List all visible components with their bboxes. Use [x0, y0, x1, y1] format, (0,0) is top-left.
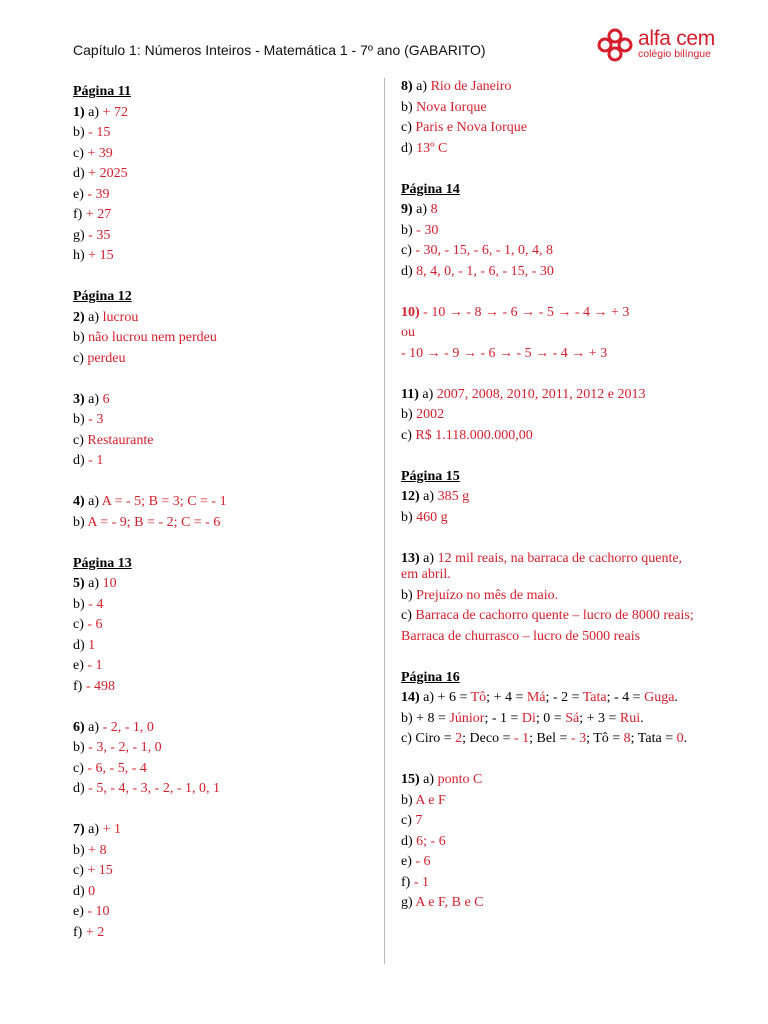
- question-9: [401, 200, 701, 221]
- answer: 13º C: [416, 140, 448, 156]
- item-label: a): [412, 79, 431, 94]
- list-item: [73, 656, 373, 677]
- page-heading: Página 12: [73, 289, 132, 304]
- answer: Di: [521, 710, 536, 726]
- item-label: b) + 8 =: [401, 710, 450, 726]
- answer: 2: [455, 731, 463, 746]
- answer: 6; - 6: [416, 833, 446, 849]
- list-item: [73, 205, 373, 226]
- answer: + 39: [87, 145, 113, 161]
- question-3: [73, 390, 373, 411]
- answer: 8, 4, 0, - 1, - 6, - 15, - 30: [416, 263, 554, 279]
- list-item: [401, 426, 701, 447]
- question-number: 6): [73, 719, 85, 735]
- list-item: [73, 226, 373, 247]
- answer: Guga: [644, 690, 675, 705]
- answer: + 15: [88, 248, 114, 263]
- question-number: 3): [73, 391, 85, 407]
- item-label: c): [73, 432, 88, 448]
- answer: Sá: [565, 710, 580, 726]
- item-label: b): [73, 330, 89, 345]
- list-item: [73, 410, 373, 431]
- item-label: b): [401, 587, 417, 603]
- logo-subtitle: colégio bilíngue: [638, 48, 711, 60]
- left-column: [73, 82, 373, 943]
- answer: A e F: [415, 792, 446, 808]
- answer: 0: [676, 731, 684, 746]
- list-item: [73, 861, 373, 882]
- list-item: [401, 405, 701, 426]
- item-label: d): [73, 166, 89, 181]
- list-item: [73, 328, 373, 349]
- page-heading: Página 14: [401, 181, 460, 197]
- list-item: [401, 98, 701, 119]
- item-label: b): [401, 99, 417, 115]
- list-item: [73, 451, 373, 472]
- answer: A e F, B e C: [415, 895, 484, 910]
- item-label: c): [73, 760, 88, 776]
- item-label: d): [73, 453, 89, 468]
- item-label: b): [73, 596, 89, 612]
- list-item: [401, 118, 701, 139]
- list-item: [73, 677, 373, 698]
- answer: - 39: [87, 186, 110, 202]
- answer: - 3: [88, 412, 104, 427]
- list-item: [73, 902, 373, 923]
- list-item: [73, 615, 373, 636]
- list-item: [73, 246, 373, 267]
- answer: + 2025: [88, 166, 128, 181]
- answer: 385 g: [437, 489, 470, 504]
- answer: - 6: [87, 617, 103, 632]
- item-label: a): [84, 494, 102, 509]
- question-number: 14): [401, 690, 420, 705]
- list-item: [73, 431, 373, 452]
- item-label: ; - 2 =: [545, 690, 583, 705]
- school-logo: [596, 27, 731, 63]
- item-label: d): [401, 833, 417, 849]
- item-label: b): [73, 842, 89, 858]
- list-item: [401, 262, 701, 283]
- list-item: [73, 513, 373, 534]
- list-item: [73, 738, 373, 759]
- question-11: [401, 385, 701, 406]
- answer: - 4: [88, 596, 104, 612]
- item-label: b): [401, 222, 417, 238]
- item-label: a): [419, 772, 438, 787]
- answer: - 10 → - 9 → - 6 → - 5 → - 4 → + 3: [401, 345, 608, 361]
- answer: Paris e Nova Iorque: [415, 120, 527, 135]
- question-12: [401, 487, 701, 508]
- item-label: a): [418, 386, 437, 402]
- logo-name: alfa cem: [638, 27, 715, 50]
- item-label: b): [73, 740, 89, 755]
- question-6: [73, 718, 373, 739]
- item-label: ; Tata =: [630, 731, 677, 746]
- list-item: [401, 852, 701, 873]
- item-label: b): [401, 509, 417, 525]
- list-item: [401, 709, 701, 730]
- answer: + 15: [87, 863, 113, 878]
- item-label: a): [84, 391, 103, 407]
- item-label: e): [73, 658, 88, 673]
- answer: - 5, - 4, - 3, - 2, - 1, 0, 1: [88, 781, 220, 796]
- list-item: [73, 779, 373, 800]
- right-column: [401, 77, 701, 914]
- item-label: c): [401, 427, 416, 443]
- answer: Tô: [470, 690, 487, 705]
- item-label: a): [84, 719, 103, 735]
- answer: perdeu: [87, 350, 126, 366]
- question-2: [73, 308, 373, 329]
- list-item: [73, 882, 373, 903]
- question-number: 11): [401, 386, 419, 402]
- item-label: a): [412, 202, 431, 217]
- answer: 7: [415, 813, 423, 828]
- list-item: [401, 873, 701, 894]
- answer: - 30, - 15, - 6, - 1, 0, 4, 8: [415, 243, 554, 258]
- answer: Rui: [619, 710, 641, 726]
- answer: - 10: [87, 904, 110, 919]
- item-label: c): [73, 863, 88, 878]
- answer: Rio de Janeiro: [430, 79, 512, 94]
- answer: Nova Iorque: [416, 99, 487, 115]
- list-item: [73, 164, 373, 185]
- answer: - 1: [514, 731, 530, 746]
- question-14: [401, 690, 701, 707]
- answer: - 6: [415, 854, 431, 869]
- item-label: c): [73, 617, 88, 632]
- item-label: g): [73, 227, 89, 243]
- list-item: [401, 893, 701, 914]
- item-label: a): [84, 309, 103, 325]
- item-label: a): [84, 104, 103, 120]
- answer: 0: [88, 883, 96, 899]
- item-label: c): [401, 243, 416, 258]
- list-item: [73, 759, 373, 780]
- question-5: [73, 574, 373, 595]
- answer: + 72: [102, 104, 128, 120]
- item-label: f): [73, 924, 86, 940]
- item-label: d): [73, 637, 89, 653]
- item-label: c): [73, 145, 88, 161]
- list-item: [73, 923, 373, 944]
- list-item: [73, 185, 373, 206]
- answer: Barraca de churrasco – lucro de 5000 reais: [401, 628, 641, 644]
- item-label: b): [401, 792, 416, 808]
- list-item: [401, 791, 701, 812]
- answer: Prejuízo no mês de maio.: [416, 587, 559, 603]
- answer: 10: [102, 576, 117, 591]
- answer: - 10 → - 8 → - 6 → - 5 → - 4 → + 3: [419, 304, 630, 320]
- answer: A = - 5; B = 3; C = - 1: [101, 494, 227, 509]
- answer: - 1: [88, 453, 104, 468]
- list-item: [73, 595, 373, 616]
- question-number: 7): [73, 822, 85, 837]
- question-7: [73, 820, 373, 841]
- item-label: .: [683, 731, 688, 746]
- answer: - 35: [88, 227, 111, 243]
- list-item: [73, 636, 373, 657]
- item-label: e): [401, 854, 416, 869]
- answer: 6: [102, 391, 110, 407]
- list-item: [401, 241, 701, 262]
- item-label: ; + 3 =: [579, 710, 620, 726]
- list-item: [73, 841, 373, 862]
- item-label: d): [73, 781, 89, 796]
- page-heading: Página 15: [401, 468, 460, 484]
- alternative-label: ou: [401, 325, 415, 340]
- question-number: 4): [73, 494, 85, 509]
- question-number: 2): [73, 309, 85, 325]
- answer: Tata: [582, 690, 607, 705]
- item-label: a): [84, 576, 103, 591]
- item-label: b): [73, 412, 89, 427]
- answer: - 2, - 1, 0: [102, 719, 154, 735]
- question-10: [401, 303, 701, 324]
- page-heading: Página 13: [73, 555, 132, 571]
- item-label: f): [73, 207, 86, 222]
- item-label: c): [401, 813, 416, 828]
- question-number: 13): [401, 550, 420, 566]
- answer: Restaurante: [87, 432, 154, 448]
- answer: - 3: [570, 731, 587, 746]
- answer: 460 g: [416, 509, 448, 525]
- answer: - 1: [413, 874, 429, 890]
- list-item: [401, 221, 701, 242]
- question-13: [401, 551, 701, 584]
- item-label: e): [73, 186, 88, 202]
- question-number: 1): [73, 104, 85, 120]
- item-label: a): [419, 550, 438, 566]
- list-item: [73, 144, 373, 165]
- answer: 8: [430, 202, 438, 217]
- item-label: c): [401, 120, 416, 135]
- answer: Má: [526, 690, 546, 705]
- item-label: c) Ciro =: [401, 731, 456, 746]
- document-title: Capítulo 1: Números Inteiros - Matemática 1 - 7º ano (GABARITO): [73, 42, 486, 58]
- item-label: b): [73, 125, 89, 140]
- list-item: [401, 586, 701, 607]
- answer: 2007, 2008, 2010, 2011, 2012 e 2013: [436, 386, 646, 402]
- column-divider: [384, 78, 385, 964]
- list-item: [401, 811, 701, 832]
- item-label: ; - 4 =: [606, 690, 645, 705]
- item-label: .: [674, 690, 678, 705]
- item-label: e): [73, 904, 88, 919]
- page-heading: Página 11: [73, 84, 131, 99]
- item-label: f): [401, 874, 414, 890]
- item-label: ; - 1 =: [484, 710, 522, 726]
- item-label: ; 0 =: [535, 710, 566, 726]
- item-label: c): [73, 350, 88, 366]
- list-item: [401, 139, 701, 160]
- answer: 1: [88, 637, 96, 653]
- item-label: ; Bel =: [529, 731, 571, 746]
- answer: + 8: [88, 842, 107, 858]
- item-label: a): [419, 489, 438, 504]
- knot-logo-icon: [596, 27, 634, 63]
- question-number: 10): [401, 304, 420, 320]
- list-item: [401, 731, 701, 748]
- item-label: f): [73, 678, 86, 694]
- answer: - 30: [416, 222, 439, 238]
- answer: - 3, - 2, - 1, 0: [88, 740, 162, 755]
- question-15: [401, 770, 701, 791]
- answer: ponto C: [437, 772, 483, 787]
- answer: + 1: [102, 822, 121, 837]
- item-label: c): [401, 608, 416, 623]
- item-label: g): [401, 895, 416, 910]
- list-item: [401, 832, 701, 853]
- item-label: d): [401, 263, 417, 279]
- answer: 2002: [416, 407, 445, 422]
- list-item: [401, 608, 701, 625]
- item-label: a) + 6 =: [419, 690, 471, 705]
- item-label: ; Deco =: [462, 731, 514, 746]
- item-label: d): [401, 140, 417, 156]
- answer: R$ 1.118.000.000,00: [415, 427, 533, 443]
- question-number: 12): [401, 489, 420, 504]
- answer: não lucrou nem perdeu: [88, 330, 217, 345]
- item-label: b): [73, 514, 88, 530]
- answer: - 1: [87, 658, 103, 673]
- item-label: a): [84, 822, 103, 837]
- answer: - 498: [85, 678, 115, 694]
- question-number: 5): [73, 576, 85, 591]
- answer: + 27: [85, 207, 112, 222]
- item-label: ; + 4 =: [486, 690, 527, 705]
- question-number: 9): [401, 202, 413, 217]
- question-number: 15): [401, 772, 420, 787]
- answer: - 6, - 5, - 4: [87, 760, 147, 776]
- answer: - 15: [88, 125, 111, 140]
- list-item: [401, 508, 701, 529]
- question-1: [73, 103, 373, 124]
- answer: Barraca de cachorro quente – lucro de 8000 reais;: [415, 608, 694, 623]
- answer: A = - 9; B = - 2; C = - 6: [87, 514, 221, 530]
- answer: + 2: [85, 924, 105, 940]
- answer: Júnior: [449, 710, 485, 726]
- answer: lucrou: [102, 309, 139, 325]
- item-label: d): [73, 883, 89, 899]
- item-label: b): [401, 407, 417, 422]
- list-item: [73, 123, 373, 144]
- list-item: [73, 349, 373, 370]
- item-label: ; Tô =: [586, 731, 624, 746]
- item-label: h): [73, 248, 89, 263]
- question-4: [73, 492, 373, 513]
- answer: 8: [623, 731, 631, 746]
- question-number: 8): [401, 79, 413, 94]
- item-label: .: [640, 710, 644, 726]
- answer: 12 mil reais, na barraca de cachorro quente, em abril.: [401, 550, 683, 582]
- question-8: [401, 77, 701, 98]
- page-heading: Página 16: [401, 669, 460, 685]
